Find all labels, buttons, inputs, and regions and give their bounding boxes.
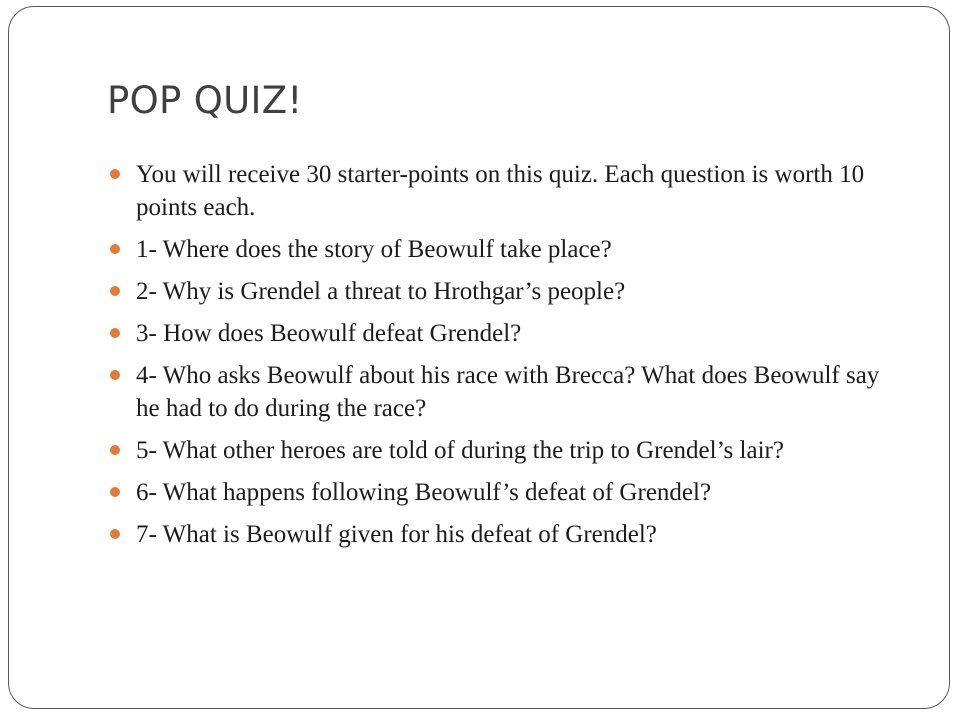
bullet-item: [107, 233, 907, 266]
bullet-item: [107, 518, 907, 551]
bullet-dot-icon: [110, 286, 120, 296]
bullet-text: 4- Who asks Beowulf about his race with Brecca? What does Beowulf say he had to do during the race?: [136, 362, 880, 422]
bullet-item: [107, 317, 907, 350]
bullet-dot-icon: [110, 487, 120, 497]
bullet-dot-icon: [110, 244, 120, 254]
bullet-text: 1- Where does the story of Beowulf take place?: [136, 236, 612, 263]
bullet-list: [107, 158, 907, 560]
bullet-item: [107, 476, 907, 509]
bullet-text: 3- How does Beowulf defeat Grendel?: [136, 320, 522, 347]
bullet-dot-icon: [110, 445, 120, 455]
bullet-text: 7- What is Beowulf given for his defeat of Grendel?: [136, 521, 657, 548]
bullet-text: 2- Why is Grendel a threat to Hrothgar’s people?: [136, 278, 626, 305]
slide-title: POP QUIZ!: [107, 79, 303, 122]
bullet-dot-icon: [110, 529, 120, 539]
bullet-dot-icon: [110, 169, 120, 179]
bullet-dot-icon: [110, 370, 120, 380]
bullet-item: [107, 434, 907, 467]
bullet-text: 5- What other heroes are told of during the trip to Grendel’s lair?: [136, 437, 784, 464]
bullet-item: [107, 158, 907, 224]
bullet-item: [107, 359, 907, 425]
bullet-dot-icon: [110, 328, 120, 338]
bullet-item: [107, 275, 907, 308]
bullet-text: You will receive 30 starter-points on this quiz. Each question is worth 10 points each.: [136, 161, 865, 221]
bullet-text: 6- What happens following Beowulf’s defeat of Grendel?: [136, 479, 712, 506]
